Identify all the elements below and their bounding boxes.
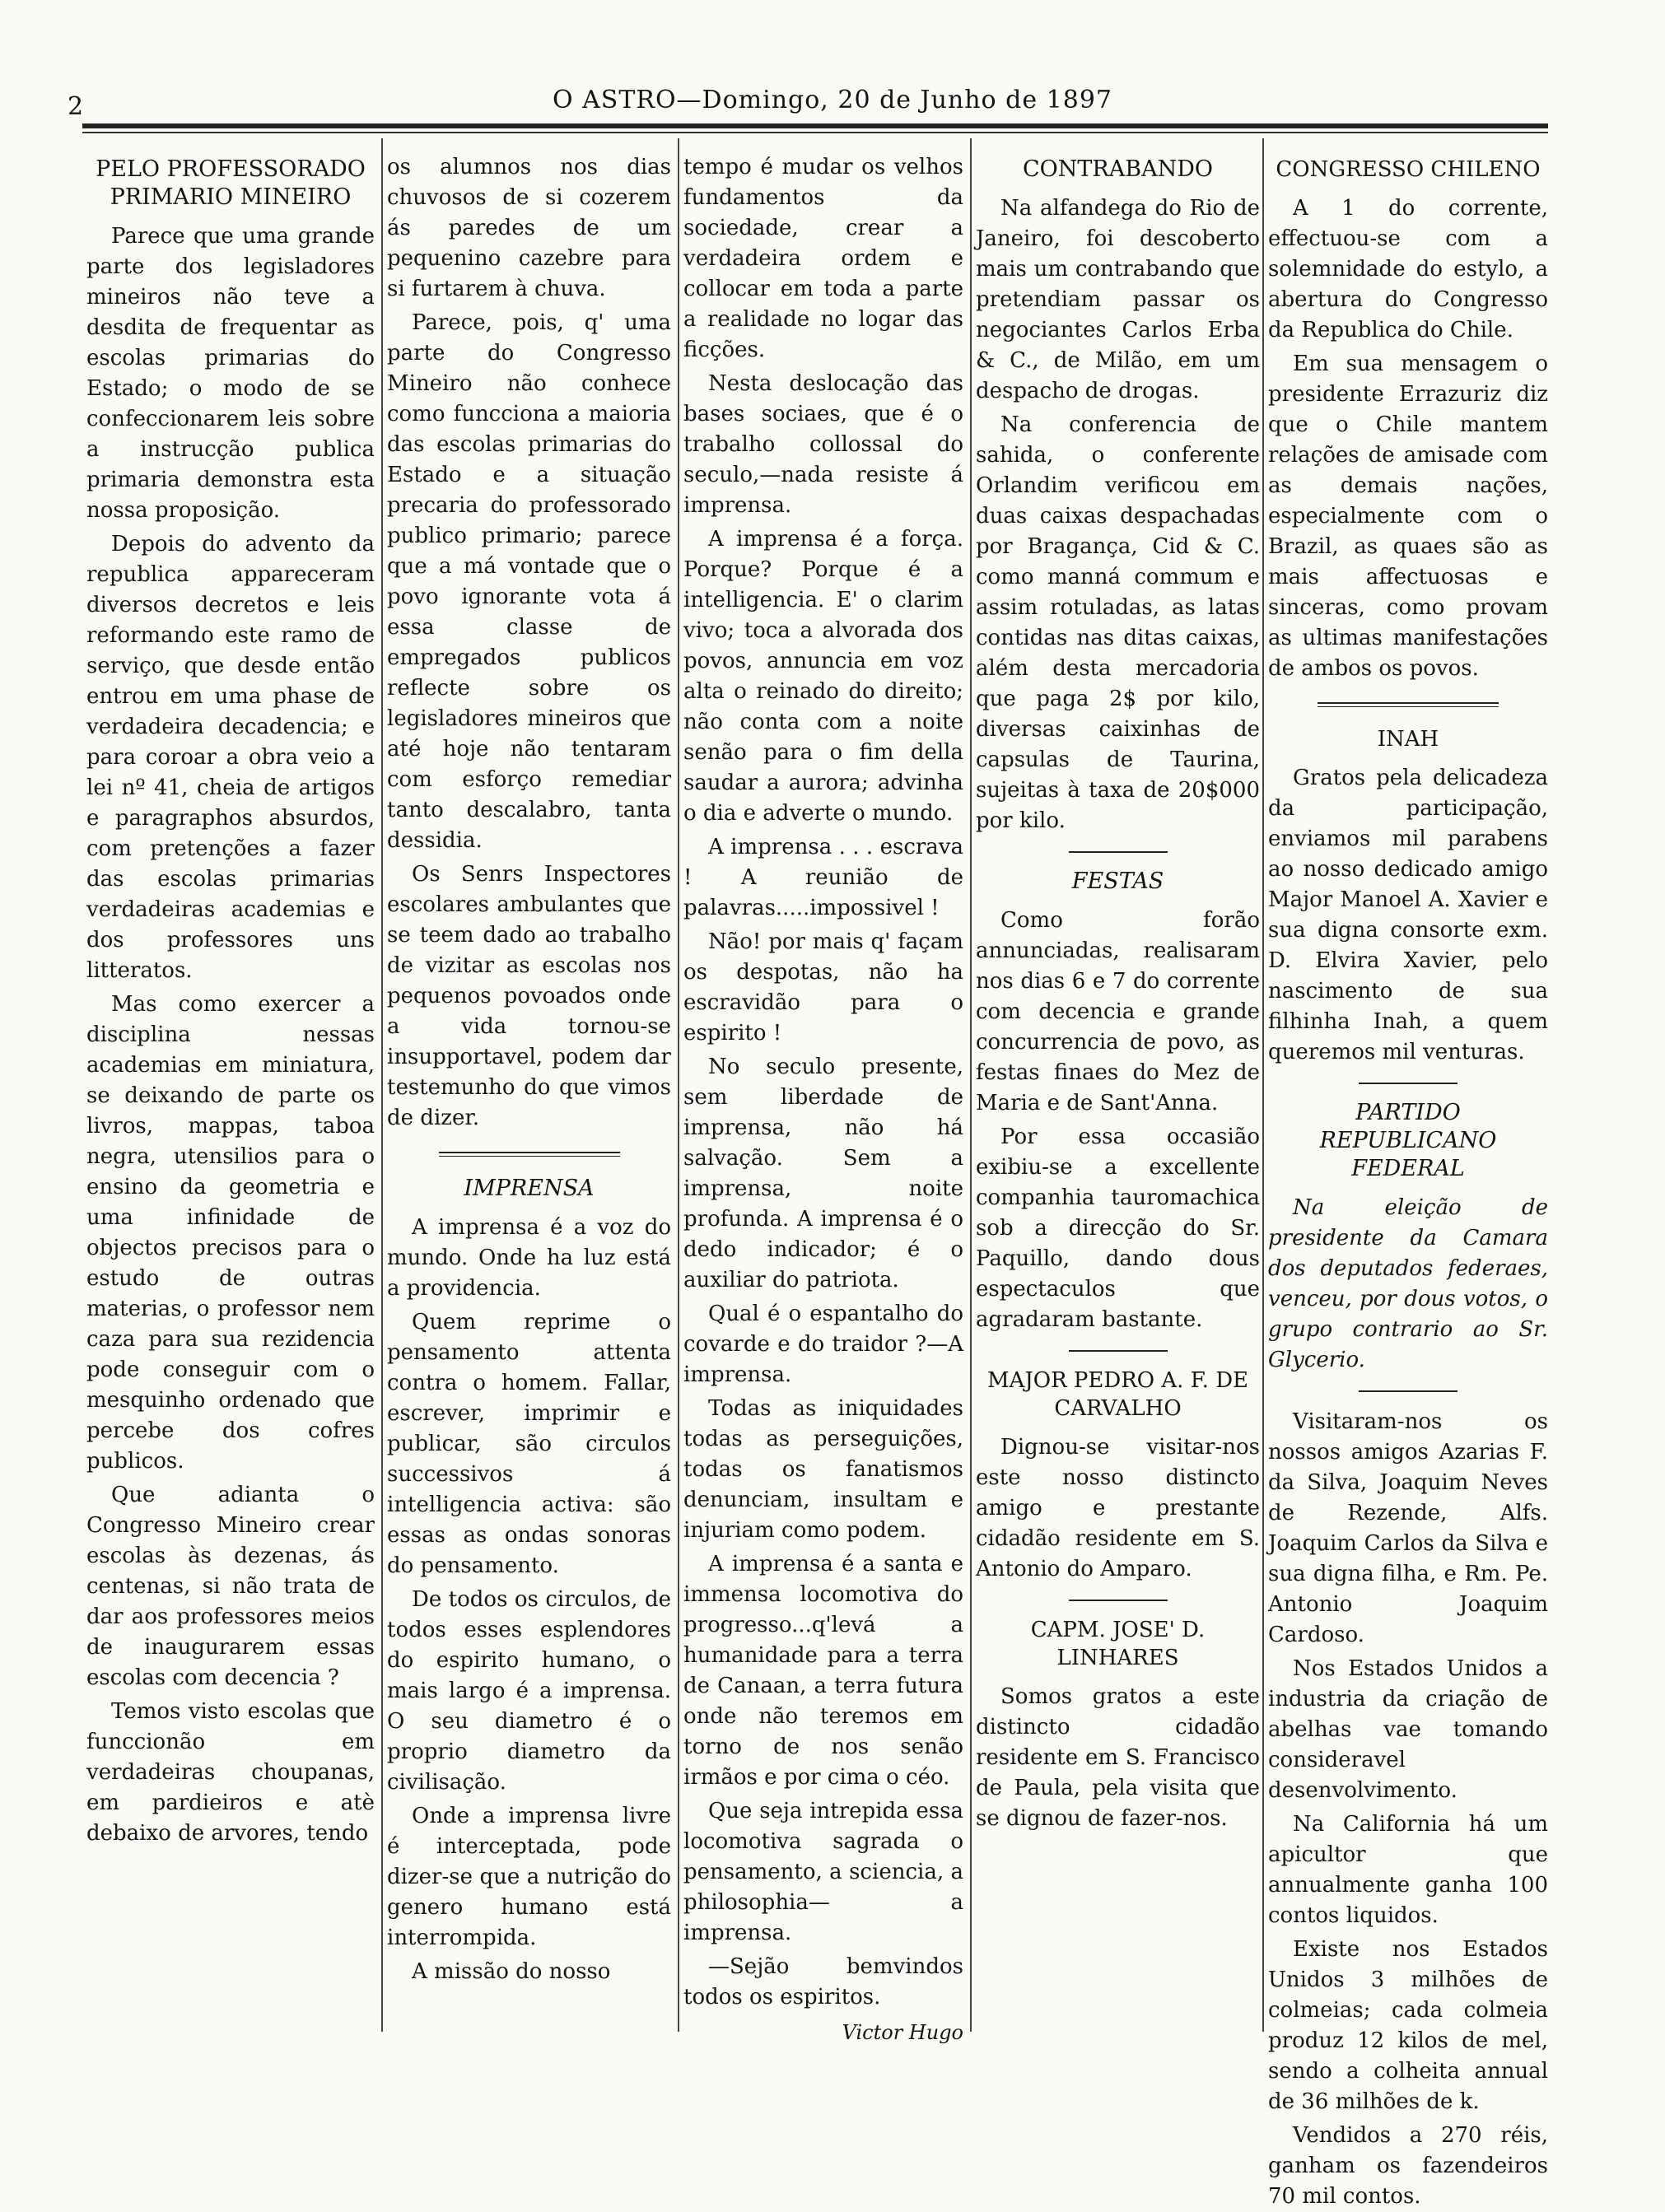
paragraph: Como forão annunciadas, realisaram nos dias 6 e 7 do corrente com decencia e grande concurrencia de povo, as festas finaes do Mez de Maria e de Sant'Anna. (976, 908, 1260, 1115)
page-number: 2 (68, 92, 84, 121)
column-2 (387, 152, 671, 2021)
article-title-contrabando: CONTRABANDO (1022, 156, 1213, 182)
article-title-capm: CAPM. JOSE' D. LINHARES (1030, 1618, 1206, 1670)
paragraph: Onde a imprensa livre é interceptada, pode dizer-se que a nutrição do genero humano está interrompida. (387, 1804, 671, 1950)
paragraph: Que seja intrepida essa locomotiva sagrada o pensamento, a sciencia, a philosophia— a imprensa. (683, 1799, 963, 1945)
column-1 (86, 152, 375, 2021)
paragraph: os alumnos nos dias chuvosos de si cozerem ás paredes de um pequenino cazebre para si furtarem à chuva. (387, 155, 671, 301)
paragraph: Qual é o espantalho do covarde e do traidor ?—A imprensa. (683, 1302, 963, 1387)
column-divider (1262, 138, 1264, 2032)
column-5 (1268, 152, 1548, 2209)
section-separator (1069, 1350, 1168, 1352)
column-divider (381, 138, 383, 2032)
header-rule (82, 123, 1548, 128)
paragraph: Na conferencia de sahida, o conferente Orlandim verificou em duas caixas despachadas por Bragança, Cid & C. como manná commum e assim rotuladas, as latas contidas nas ditas caixas, além desta mercadoria que paga 2$ por kilo, diversas caixinhas de capsulas de Taurina, sujeitas à taxa de 20$000 por kilo. (976, 412, 1260, 833)
paragraph: —Sejão bemvindos todos os espiritos. (683, 1954, 963, 2009)
paragraph: Na California há um apicultor que annualmente ganha 100 contos liquidos. (1268, 1812, 1548, 1928)
paragraph: A imprensa é a voz do mundo. Onde ha luz está a providencia. (387, 1215, 671, 1301)
paragraph: Nesta deslocação das bases sociaes, que é o trabalho collossal do seculo,—nada resiste á imprensa. (683, 371, 963, 518)
paragraph: De todos os circulos, de todos esses esplendores do espirito humano, o mais largo é a imprensa. O seu diametro é o proprio diametro da civilisação. (387, 1587, 671, 1795)
paragraph: Existe nos Estados Unidos 3 milhões de colmeias; cada colmeia produz 12 kilos de mel, sendo a colheita annual de 36 milhões de k. (1268, 1937, 1548, 2114)
paragraph: A missão do nosso (412, 1959, 611, 1984)
section-separator (1318, 702, 1499, 707)
paragraph: Quem reprime o pensamento attenta contra o homem. Fallar, escrever, imprimir e publicar, são circulos successivos á intelligencia activa: são essas as ondas sonoras do pensamento. (387, 1310, 671, 1578)
article-title-inah: INAH (1377, 727, 1439, 752)
paragraph: Parece que uma grande parte dos legisladores mineiros não teve a desdita de frequentar as escolas primarias do Estado; o modo de se confeccionarem leis sobre a instrucção publica primaria demonstra esta nossa proposição. (86, 224, 375, 523)
column-4 (976, 152, 1260, 2021)
column-3 (683, 152, 963, 2044)
paragraph: A imprensa é a força. Porque? Porque é a intelligencia. E' o clarim vivo; toca a alvorada dos povos, annuncia em voz alta o reinado do direito; não conta com a noite senão para o fim della saudar a aurora; advinha o dia e adverte o mundo. (683, 527, 963, 826)
article-title-festas: FESTAS (1071, 869, 1164, 894)
paragraph: A imprensa . . . escrava ! A reunião de palavras.....impossivel ! (683, 835, 963, 920)
paragraph: No seculo presente, sem liberdade de imprensa, não há salvação. Sem a imprensa, noite profunda. A imprensa é o dedo indicador; é o auxiliar do patriota. (683, 1055, 963, 1292)
article-title-partido: PARTIDO REPUBLICANO FEDERAL (1319, 1100, 1497, 1181)
paragraph: Dignou-se visitar-nos este nosso distincto amigo e prestante cidadão residente em S. Antonio do Amparo. (976, 1435, 1260, 1581)
paragraph: Nos Estados Unidos a industria da criação de abelhas vae tomando consideravel desenvolvimento. (1268, 1656, 1548, 1803)
paragraph: A 1 do corrente, effectuou-se com a solemnidade do estylo, a abertura do Congresso da Republica do Chile. (1268, 196, 1548, 342)
paragraph: Na alfandega do Rio de Janeiro, foi descoberto mais um contrabando que pretendiam passar os negociantes Carlos Erba & C., de Milão, em um despacho de drogas. (976, 196, 1260, 403)
paragraph: tempo é mudar os velhos fundamentos da sociedade, crear a verdadeira ordem e collocar em toda a parte a realidade no logar das ficções. (683, 155, 963, 362)
article-title-congresso: CONGRESSO CHILENO (1276, 157, 1541, 182)
paragraph: Que adianta o Congresso Mineiro crear escolas às dezenas, ás centenas, si não trata de dar aos professores meios de inaugurarem essas escolas com decencia ? (86, 1483, 375, 1690)
article-title-imprensa: IMPRENSA (464, 1176, 595, 1201)
column-divider (678, 138, 679, 2032)
section-separator (439, 1152, 620, 1157)
paragraph: Visitaram-nos os nossos amigos Azarias F. da Silva, Joaquim Neves de Rezende, Alfs. Joaquim Carlos da Silva e sua digna filha, e Rm. Pe. Antonio Joaquim Cardoso. (1268, 1409, 1548, 1647)
paragraph: Parece, pois, q' uma parte do Congresso Mineiro não conhece como funcciona a maioria das escolas primarias do Estado e a situação precaria do professorado publico primario; parece que a má vontade que o povo ignorante vota á essa classe de empregados publicos reflecte sobre os legisladores mineiros que até hoje não tentaram com esforço remediar tanto descalabro, tanta dessidia. (387, 310, 671, 853)
paragraph: Na eleição de presidente da Camara dos deputados federaes, venceu, por dous votos, o grupo contrario ao Sr. Glycerio. (1268, 1195, 1548, 1372)
section-separator (1359, 1083, 1457, 1084)
column-divider (970, 138, 972, 2032)
paragraph: Gratos pela delicadeza da participação, enviamos mil parabens ao nosso dedicado amigo Major Manoel A. Xavier e sua digna consorte exm. D. Elvira Xavier, pelo nascimento de sua filhinha Inah, a quem queremos mil venturas. (1268, 766, 1548, 1064)
paragraph: Temos visto escolas que funccionão em verdadeiras choupanas, em pardieiros e atè debaixo de arvores, tendo (86, 1699, 375, 1846)
paragraph: Em sua mensagem o presidente Errazuriz diz que o Chile mantem relações de amisade com as demais nações, especialmente com o Brazil, as quaes são as mais affectuosas e sinceras, como provam as ultimas manifestações de ambos os povos. (1268, 352, 1548, 681)
paragraph: Não! por mais q' façam os despotas, não ha escravidão para o espirito ! (683, 929, 963, 1045)
paragraph: Vendidos a 270 réis, ganham os fazendeiros 70 mil contos. (1268, 2123, 1548, 2209)
masthead: O ASTRO—Domingo, 20 de Junho de 1897 (553, 86, 1112, 114)
header-rule-thin (82, 132, 1548, 133)
paragraph: A imprensa é a santa e immensa locomotiva do progresso...q'levá a humanidade para a terra de Canaan, a terra futura onde não teremos em torno de nos senão irmãos e por cima o céo. (683, 1552, 963, 1790)
paragraph: Somos gratos a este distincto cidadão residente em S. Francisco de Paula, pela visita que se dignou de fazer-nos. (976, 1684, 1260, 1831)
paragraph: Todas as iniquidades todas as perseguições, todas os fanatismos denunciam, insultam e injuriam como podem. (683, 1396, 963, 1543)
paragraph: Mas como exercer a disciplina nessas academias em miniatura, se deixando de parte os livros, mappas, taboa negra, utensilios para o ensino da geometria e uma infinidade de objectos precisos para o estudo de outras materias, o professor nem caza para sua rezidencia pode conseguir com o mesquinho ordenado que percebe dos cofres publicos. (86, 992, 375, 1474)
section-separator (1359, 1390, 1457, 1392)
article-title-major: MAJOR PEDRO A. F. DE CARVALHO (986, 1368, 1249, 1421)
paragraph: Por essa occasião exibiu-se a excellente companhia tauromachica sob a direcção do Sr. Paquillo, dando dous espectaculos que agradaram bastante. (976, 1125, 1260, 1332)
paragraph: Os Senrs Inspectores escolares ambulantes que se teem dado ao trabalho de vizitar as escolas nos pequenos povoados onde a vida tornou-se insupportavel, podem dar testemunho do que vimos de dizer. (387, 862, 671, 1130)
section-separator (1069, 851, 1168, 853)
article-title-professorado: PELO PROFESSORADO PRIMARIO MINEIRO (96, 156, 366, 210)
section-separator (1069, 1600, 1168, 1601)
signature: Victor Hugo (842, 2021, 963, 2044)
paragraph: Depois do advento da republica appareceram diversos decretos e leis reformando este ramo de serviço, que desde então entrou em uma phase de verdadeira decadencia; e para coroar a obra veio a lei nº 41, cheia de artigos e paragraphos absurdos, com pretenções a fazer das escolas primarias verdadeiras academias e dos professores uns litteratos. (86, 532, 375, 983)
